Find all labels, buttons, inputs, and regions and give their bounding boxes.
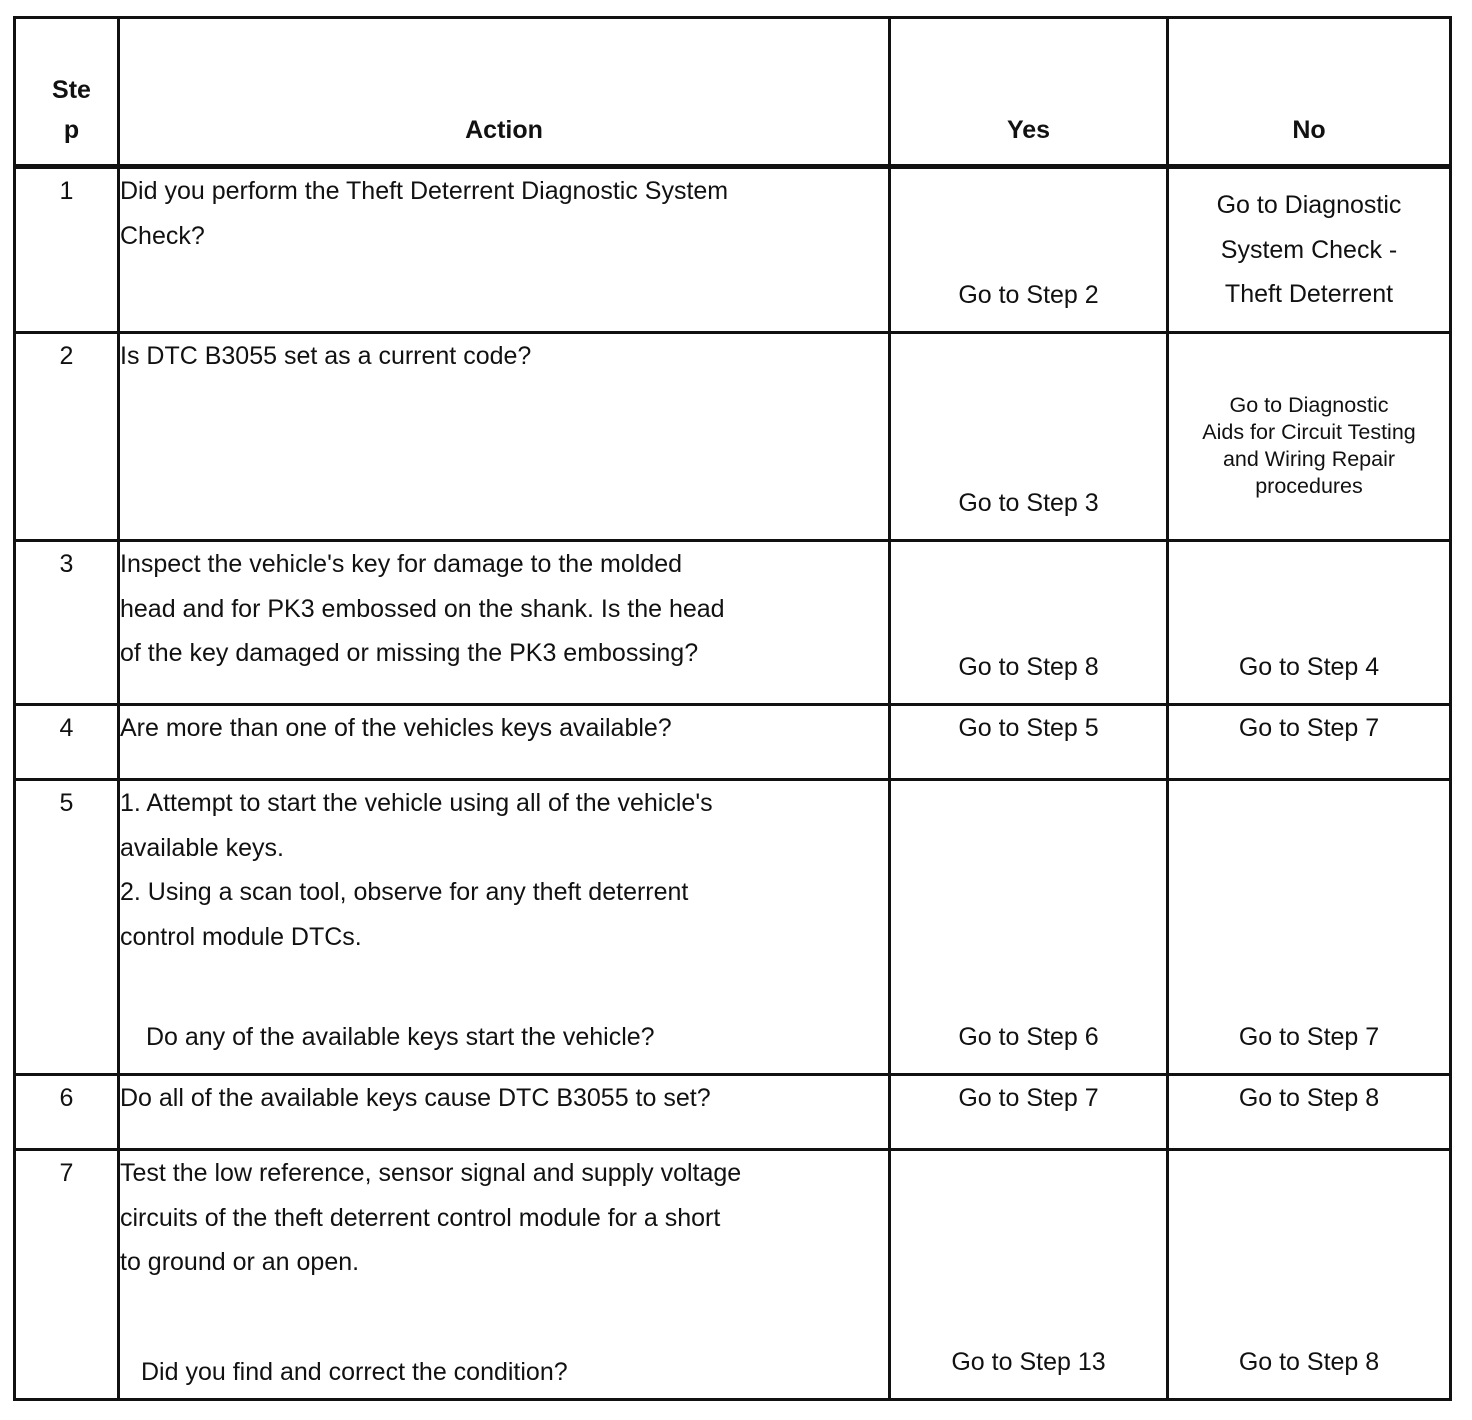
yes-cell: [890, 780, 1168, 1075]
yes-cell: [890, 541, 1168, 705]
step-number: 2: [15, 333, 119, 541]
yes-link[interactable]: Go to Step 8: [958, 652, 1099, 681]
action-question: Did you find and correct the condition?: [141, 1357, 568, 1386]
table-row: [15, 167, 1451, 333]
yes-cell: [890, 333, 1168, 541]
no-cell: [1168, 1150, 1451, 1400]
action-cell: [119, 541, 890, 705]
step-number: 6: [15, 1075, 119, 1150]
yes-link[interactable]: Go to Step 6: [958, 1022, 1099, 1051]
action-cell: Do all of the available keys cause DTC B3055 to set?: [119, 1075, 890, 1150]
yes-link[interactable]: Go to Step 2: [958, 280, 1099, 309]
action-line: available keys.: [120, 833, 284, 862]
action-line: control module DTCs.: [120, 922, 362, 951]
no-line: Aids for Circuit Testing: [1202, 420, 1416, 444]
action-cell: [119, 167, 890, 333]
diagnostic-table: [13, 16, 1452, 1401]
no-cell: [1168, 541, 1451, 705]
action-line: Check?: [120, 221, 205, 250]
yes-link[interactable]: Go to Step 7: [890, 1075, 1168, 1150]
step-number: 1: [15, 167, 119, 333]
action-line: Test the low reference, sensor signal and supply voltage: [120, 1159, 742, 1187]
action-line: 1. Attempt to start the vehicle using all of the vehicle's: [120, 789, 713, 817]
step-number: 7: [15, 1150, 119, 1400]
action-line: Is DTC B3055 set as a current code?: [120, 342, 532, 370]
step-number: 5: [15, 780, 119, 1075]
header-yes: Yes: [890, 18, 1168, 167]
no-cell: [1168, 780, 1451, 1075]
action-cell: Are more than one of the vehicles keys available?: [119, 705, 890, 780]
action-line: of the key damaged or missing the PK3 embossing?: [120, 639, 699, 667]
table-row: [15, 541, 1451, 705]
yes-link[interactable]: Go to Step 5: [890, 705, 1168, 780]
yes-cell: [890, 167, 1168, 333]
no-link[interactable]: Go to Step 7: [1238, 1022, 1380, 1051]
step-number: 4: [15, 705, 119, 780]
header-step-label: Step: [52, 76, 91, 144]
no-link[interactable]: Go to Step 8: [1168, 1075, 1451, 1150]
no-line: procedures: [1255, 474, 1363, 498]
no-line: Go to Diagnostic: [1216, 191, 1402, 219]
step-number: 3: [15, 541, 119, 705]
table-row: [15, 780, 1451, 1075]
header-no: No: [1168, 18, 1451, 167]
no-link[interactable]: Go to Step 4: [1238, 652, 1380, 681]
table-row: [15, 1150, 1451, 1400]
no-line: Go to Diagnostic: [1229, 393, 1389, 417]
table-row: [15, 1075, 1451, 1150]
action-line: Did you perform the Theft Deterrent Diagnostic System: [120, 177, 729, 205]
no-line: and Wiring Repair: [1222, 447, 1396, 471]
no-line: System Check -: [1220, 235, 1398, 264]
no-link[interactable]: Go to Step 7: [1168, 705, 1451, 780]
action-line: to ground or an open.: [120, 1248, 360, 1276]
action-line: Inspect the vehicle's key for damage to the molded: [120, 550, 683, 578]
action-question: Do any of the available keys start the vehicle?: [139, 1022, 655, 1051]
header-step: [15, 18, 119, 167]
header-row: [15, 18, 1451, 167]
no-link[interactable]: [1175, 392, 1443, 500]
no-link[interactable]: [1169, 169, 1449, 317]
action-cell: [119, 1150, 890, 1400]
action-cell: [119, 333, 890, 541]
action-line: circuits of the theft deterrent control module for a short: [120, 1203, 721, 1232]
table-row: [15, 333, 1451, 541]
no-cell: [1168, 167, 1451, 333]
action-line: head and for PK3 embossed on the shank. Is the head: [120, 594, 725, 623]
no-link[interactable]: Go to Step 8: [1238, 1347, 1380, 1376]
no-line: Theft Deterrent: [1224, 280, 1394, 308]
action-line: 2. Using a scan tool, observe for any theft deterrent: [120, 878, 689, 906]
yes-link[interactable]: Go to Step 3: [958, 488, 1099, 517]
table-row: [15, 705, 1451, 780]
header-action: Action: [119, 18, 890, 167]
action-cell: [119, 780, 890, 1075]
yes-link[interactable]: Go to Step 13: [951, 1347, 1106, 1376]
no-cell: [1168, 333, 1451, 541]
yes-cell: [890, 1150, 1168, 1400]
